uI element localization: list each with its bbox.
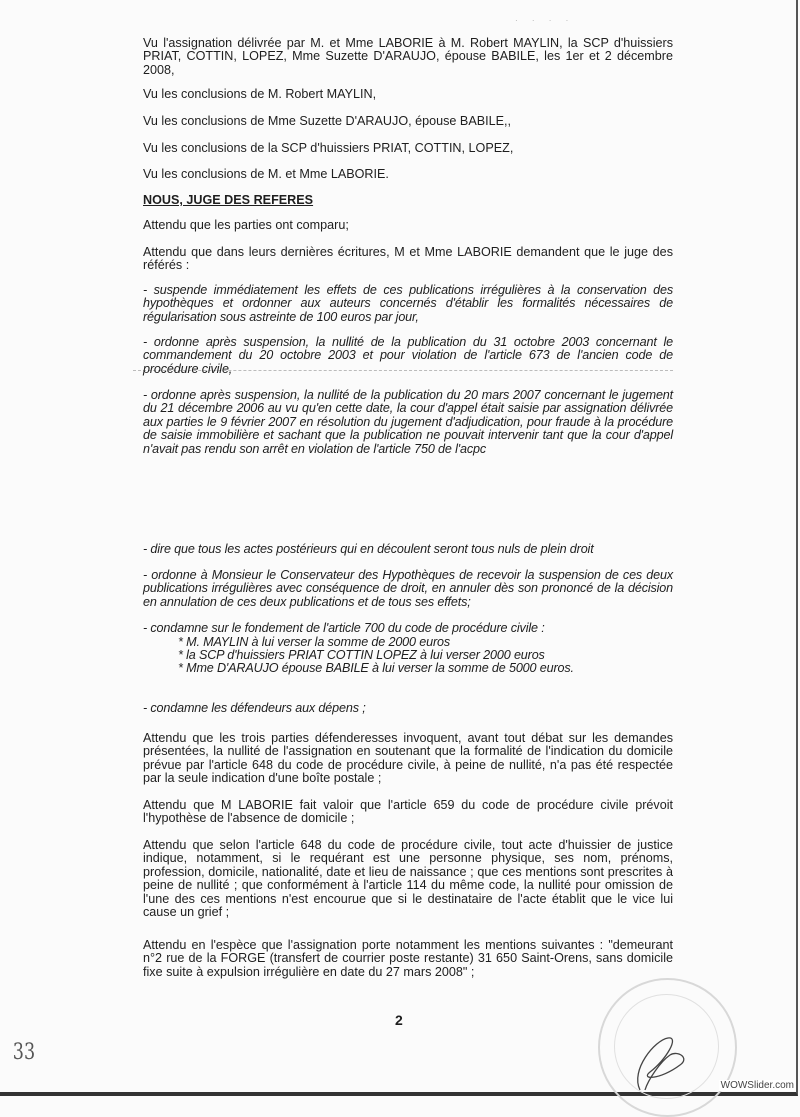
section-heading: NOUS, JUGE DES REFERES [143, 193, 314, 207]
attendu-espece: Attendu en l'espèce que l'assignation porte notamment les mentions suivantes : "demeurant n°2 rue de la FORGE (transfert de courrier poste restante) 31 650 Saint-Orens, sans domicile fixe suite à expulsion irrégulière en date du 27 mars 2008" ; [143, 938, 673, 979]
bullet-scp: * la SCP d'huissiers PRIAT COTTIN LOPEZ à lui verser 2000 euros [178, 648, 545, 662]
demand-conservateur: - ordonne à Monsieur le Conservateur des Hypothèques de recevoir la suspension de ces deux publications irrégulières avec conséquence de droit, en annuler dès son prononcé de la décision en annulation de ces deux publications et de tous ses effets; [143, 568, 673, 609]
vu-conclusions-scp: Vu les conclusions de la SCP d'huissiers PRIAT, COTTIN, LOPEZ, [143, 141, 514, 155]
bullet-maylin: * M. MAYLIN à lui verser la somme de 2000 euros [178, 635, 450, 649]
attendu-comparu: Attendu que les parties ont comparu; [143, 218, 349, 232]
watermark: WOWSlider.com [720, 1080, 794, 1091]
handwritten-margin-note: 33 [12, 1040, 36, 1065]
vu-assignation: Vu l'assignation délivrée par M. et Mme LABORIE à M. Robert MAYLIN, la SCP d'huissiers PRIAT, COTTIN, LOPEZ, Mme Suzette D'ARAUJO, épouse BABILE, les 1er et 2 décembre 2008, [143, 36, 673, 77]
court-stamp [598, 978, 737, 1117]
signature-icon [600, 980, 735, 1115]
demand-article-700: - condamne sur le fondement de l'article 700 du code de procédure civile : [143, 621, 545, 635]
demand-depens: - condamne les défendeurs aux dépens ; [143, 701, 366, 715]
demand-suspend: - suspende immédiatement les effets de ces publications irrégulières à la conservation des hypothèques et ordonner aux auteurs concernés d'établir les formalités nécessaires de régularisation sous astreinte de 100 euros par jour, [143, 283, 673, 324]
vu-conclusions-laborie: Vu les conclusions de M. et Mme LABORIE. [143, 167, 389, 181]
demand-actes-posterieurs: - dire que tous les actes postérieurs qui en découlent seront tous nuls de plein droit [143, 542, 594, 556]
bullet-araujo: * Mme D'ARAUJO épouse BABILE à lui verser la somme de 5000 euros. [178, 661, 574, 675]
vu-conclusions-maylin: Vu les conclusions de M. Robert MAYLIN, [143, 87, 377, 101]
attendu-article-648: Attendu que selon l'article 648 du code de procédure civile, tout acte d'huissier de justice indique, notamment, si le requérant est une personne physique, ses nom, prénoms, profession, domicile, nationalité, date et lieu de naissance ; que ces mentions sont prescrites à peine de nullité ; que conformément à l'article 114 du même code, la nullité pour omission de l'une des ces mentions n'est encourue que si le destinataire de l'acte établit que le vice lui cause un grief ; [143, 838, 673, 920]
attendu-demandes: Attendu que dans leurs dernières écritures, M et Mme LABORIE demandent que le juge des référés : [143, 245, 673, 273]
attendu-article-659: Attendu que M LABORIE fait valoir que l'article 659 du code de procédure civile prévoit l'hypothèse de l'absence de domicile ; [143, 798, 673, 826]
vu-conclusions-araujo: Vu les conclusions de Mme Suzette D'ARAUJO, épouse BABILE,, [143, 114, 512, 128]
scan-specks: · · · · [515, 16, 575, 25]
attendu-nullite-assignation: Attendu que les trois parties défenderesses invoquent, avant tout débat sur les demandes présentées, la nullité de l'assignation en soutenant que la formalité de l'indication du domicile prévue par l'article 648 du code de procédure civile, à peine de nullité, n'a pas été respectée par la seule indication d'une boîte postale ; [143, 731, 673, 786]
demand-nullite-2003: - ordonne après suspension, la nullité de la publication du 31 octobre 2003 concernant le commandement du 20 octobre 2003 et pour violation de l'article 673 de l'ancien code de procédure civile, [143, 335, 673, 376]
page-number: 2 [395, 1012, 403, 1028]
demand-nullite-2007: - ordonne après suspension, la nullité de la publication du 20 mars 2007 concernant le jugement du 21 décembre 2006 au vu qu'en cette date, la cour d'appel était saisie par assignation délivrée aux parties le 9 février 2007 en résolution du jugement d'adjudication, pour fraude à la procédure de saisie immobilière et sachant que la publication ne pouvait intervenir tant que la cour d'appel n'avait pas rendu son arrêt en violation de l'article 750 de l'acpc [143, 388, 673, 456]
